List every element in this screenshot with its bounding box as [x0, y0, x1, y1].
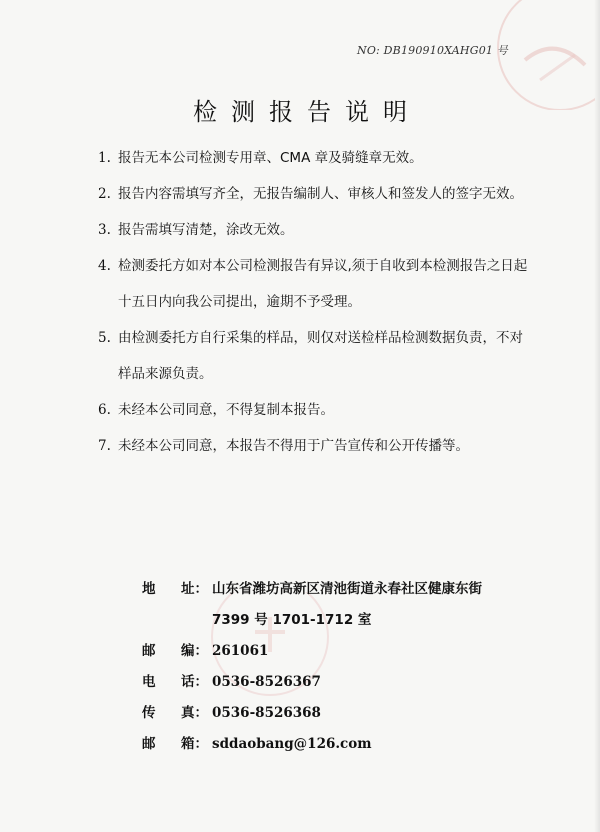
- address-value: [212, 574, 562, 636]
- address-line-2: 7399 号 1701-1712 室: [212, 612, 372, 628]
- note-text: 未经本公司同意，不得复制本报告。: [118, 402, 334, 418]
- note-number: 2.: [98, 186, 111, 202]
- note-number: 5.: [98, 330, 111, 346]
- note-number: 3.: [98, 222, 111, 238]
- note-item: [98, 140, 528, 176]
- note-item: [98, 212, 528, 248]
- postcode-label: 邮 编：: [142, 643, 208, 659]
- address-row: [142, 574, 562, 636]
- note-text: 未经本公司同意，本报告不得用于广告宣传和公开传播等。: [118, 438, 469, 454]
- note-number: 6.: [98, 402, 111, 418]
- note-text: 检测委托方如对本公司检测报告有异议,须于自收到本检测报告之日起十五日内向我公司提出，逾期不予受理。: [118, 258, 528, 310]
- email-label: 邮 箱：: [142, 736, 208, 752]
- note-number: 4.: [98, 258, 111, 274]
- note-item: [98, 176, 528, 212]
- notes-list: [98, 140, 528, 464]
- postcode-row: [142, 636, 562, 667]
- address-label: 地 址：: [142, 581, 208, 597]
- note-number: 1.: [98, 150, 111, 166]
- fax-label: 传 真：: [142, 705, 208, 721]
- fax-row: [142, 698, 562, 729]
- note-text: 报告无本公司检测专用章、CMA 章及骑缝章无效。: [118, 150, 423, 166]
- note-text: 报告需填写清楚，涂改无效。: [118, 222, 294, 238]
- note-text: 报告内容需填写齐全，无报告编制人、审核人和签发人的签字无效。: [118, 186, 523, 202]
- phone-row: [142, 667, 562, 698]
- email-row: [142, 729, 562, 760]
- note-text: 由检测委托方自行采集的样品，则仅对送检样品检测数据负责，不对样品来源负责。: [118, 330, 523, 382]
- contact-block: [142, 574, 562, 760]
- note-number: 7.: [98, 438, 111, 454]
- document-number: NO: DB190910XAHG01 号: [357, 44, 508, 57]
- page-title: 检测报告说明: [193, 98, 421, 126]
- fax-value: 0536-8526368: [212, 705, 321, 721]
- email-value: sddaobang@126.com: [212, 736, 372, 752]
- note-item: [98, 320, 528, 392]
- note-item: [98, 248, 528, 320]
- postcode-value: 261061: [212, 643, 269, 659]
- note-item: [98, 392, 528, 428]
- address-line-1: 山东省潍坊高新区清池街道永春社区健康东街: [212, 581, 482, 597]
- phone-value: 0536-8526367: [212, 674, 321, 690]
- note-item: [98, 428, 528, 464]
- phone-label: 电 话：: [142, 674, 208, 690]
